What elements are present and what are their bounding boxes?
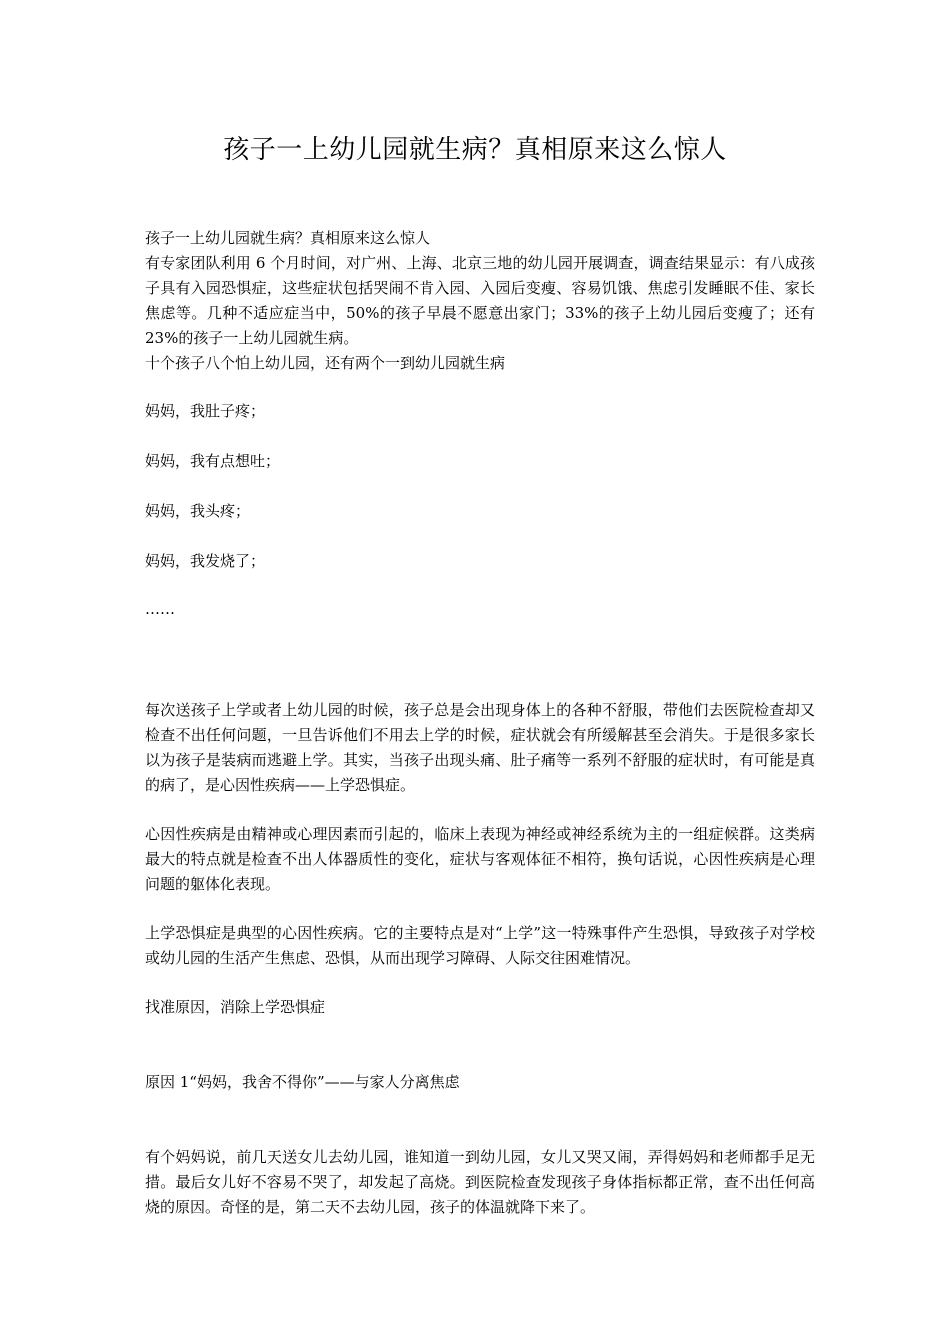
- article-subtitle: 孩子一上幼儿园就生病？真相原来这么惊人: [145, 229, 431, 247]
- quote-line-4: 妈妈，我发烧了；: [145, 552, 266, 570]
- page-title: 孩子一上幼儿园就生病？真相原来这么惊人: [223, 135, 727, 165]
- quote-line-1: 妈妈，我肚子疼；: [145, 402, 266, 420]
- paragraph-3: 上学恐惧症是典型的心因性疾病。它的主要特点是对“上学”这一特殊事件产生恐惧，导致孩子对学校或幼儿园的生活产生焦虑、恐惧，从而出现学习障碍、人际交往困难情况。: [145, 924, 815, 967]
- section-heading-2: 找准原因，消除上学恐惧症: [145, 998, 326, 1016]
- intro-paragraph: 有专家团队利用 6 个月时间，对广州、上海、北京三地的幼儿园开展调查，调查结果显示：有八成孩子具有入园恐惧症，这些症状包括哭闹不肯入园、入园后变瘦、容易饥饿、焦虑引发睡眠不佳、家长焦虑等。几种不适应症当中，50%的孩子早晨不愿意出家门；33%的孩子上幼儿园后变瘦了；还有 23%的孩子一上幼儿园就生病。: [145, 254, 815, 347]
- section-heading-3: 原因 1“妈妈，我舍不得你”——与家人分离焦虑: [145, 1073, 460, 1091]
- quote-line-3: 妈妈，我头疼；: [145, 502, 251, 520]
- paragraph-2: 心因性疾病是由精神或心理因素而引起的，临床上表现为神经或神经系统为主的一组症候群。这类病最大的特点就是检查不出人体器质性的变化，症状与客观体征不相符，换句话说，心因性疾病是心理问题的躯体化表现。: [145, 825, 815, 893]
- quote-line-2: 妈妈，我有点想吐；: [145, 452, 281, 470]
- paragraph-1: 每次送孩子上学或者上幼儿园的时候，孩子总是会出现身体上的各种不舒服，带他们去医院检查却又检查不出任何问题，一旦告诉他们不用去上学的时候，症状就会有所缓解甚至会消失。于是很多家长以为孩子是装病而逃避上学。其实，当孩子出现头痛、肚子痛等一系列不舒服的症状时，有可能是真的病了，是心因性疾病——上学恐惧症。: [145, 701, 815, 794]
- paragraph-4: 有个妈妈说，前几天送女儿去幼儿园，谁知道一到幼儿园，女儿又哭又闹，弄得妈妈和老师都手足无措。最后女儿好不容易不哭了，却发起了高烧。到医院检查发现孩子身体指标都正常，查不出任何高烧的原因。奇怪的是，第二天不去幼儿园，孩子的体温就降下来了。: [145, 1148, 815, 1216]
- section-heading-1: 十个孩子八个怕上幼儿园，还有两个一到幼儿园就生病: [145, 354, 506, 372]
- quote-ellipsis: ……: [145, 600, 175, 618]
